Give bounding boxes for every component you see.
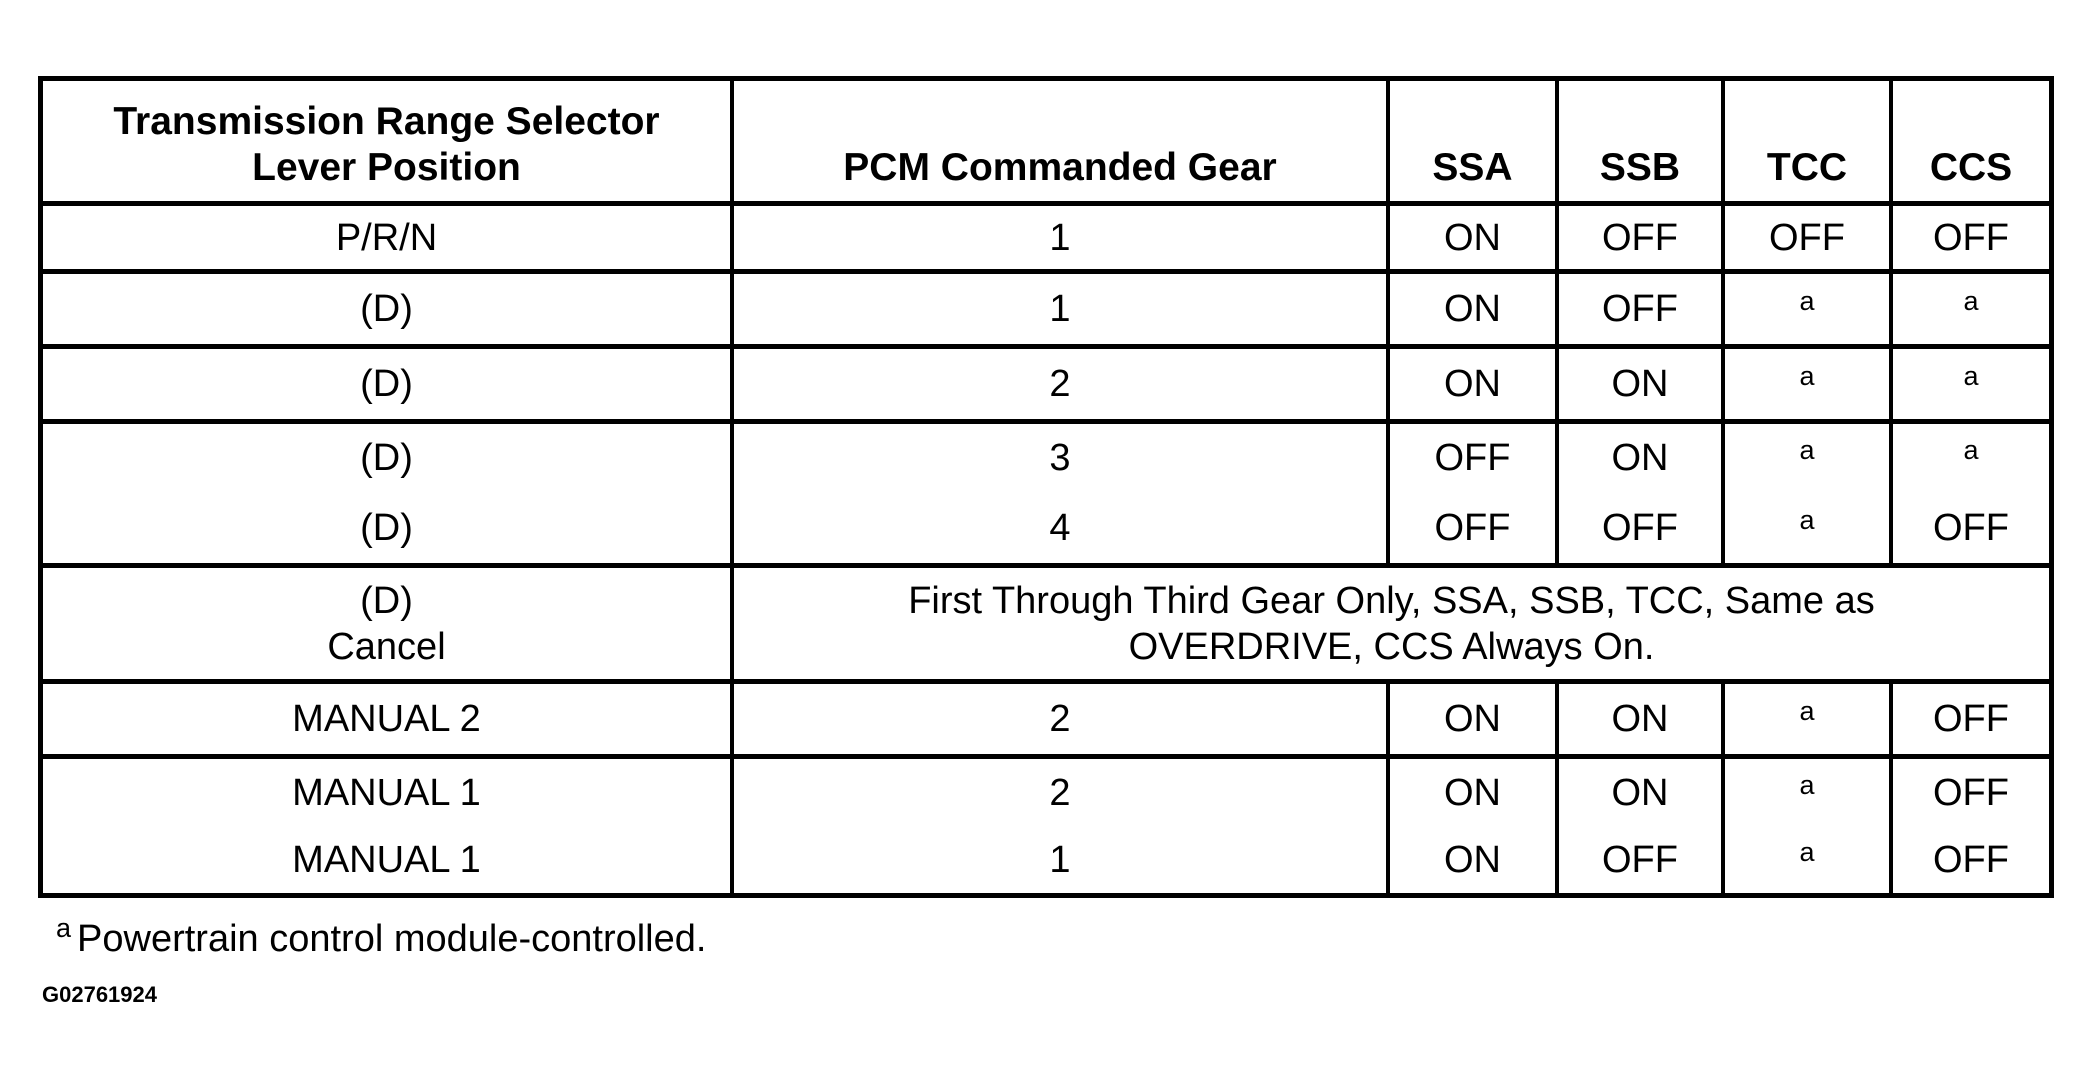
row-d4-ssb: OFF	[1602, 506, 1678, 549]
row-d3-gear: 3	[1049, 437, 1071, 479]
row-m2-ssa: ON	[1444, 698, 1501, 740]
row-m1a-ccs: OFF	[1933, 772, 2009, 814]
row-dcancel-lever: (D) Cancel	[327, 579, 446, 668]
row-prn-tcc: OFF	[1769, 216, 1845, 259]
row-d3-ssa: OFF	[1434, 437, 1511, 479]
row-m1a-lever: MANUAL 1	[292, 772, 481, 814]
row-d1-gear: 1	[1049, 288, 1071, 330]
row-m2-ssb: ON	[1611, 698, 1669, 740]
row-d1-tcc: a	[1799, 286, 1815, 316]
row-d1-lever: (D)	[360, 288, 413, 330]
row-d3-tcc: a	[1799, 435, 1815, 465]
row-d3-ccs: a	[1963, 435, 1979, 465]
footnote-text: Powertrain control module-controlled.	[77, 918, 707, 960]
header-ssa: SSA	[1432, 146, 1513, 189]
row-m2-tcc: a	[1799, 696, 1815, 726]
row-m2-tcc-cell	[1725, 684, 1889, 754]
row-d4-tcc-cell	[1725, 492, 1889, 563]
row-d2-ccs: a	[1963, 361, 1979, 391]
row-m1b-tcc: a	[1799, 837, 1815, 867]
row-d2-tcc: a	[1799, 361, 1815, 391]
footnote	[56, 913, 707, 965]
row-d2-lever: (D)	[360, 363, 413, 405]
row-d3-tcc-cell	[1725, 424, 1889, 492]
footnote-mark: a	[56, 913, 72, 943]
header-pcm-gear: PCM Commanded Gear	[843, 146, 1277, 189]
row-d3-ssb: ON	[1611, 437, 1669, 479]
row-d1-ccs: a	[1963, 286, 1979, 316]
row-d2-ssa: ON	[1444, 363, 1501, 405]
row-d1-ssb: OFF	[1602, 288, 1678, 330]
row-d1-ccs-cell	[1893, 274, 2049, 344]
row-d4-ssa: OFF	[1434, 506, 1511, 549]
row-m1b-gear: 1	[1049, 839, 1071, 881]
header-ssb: SSB	[1599, 146, 1681, 189]
row-d4-ccs: OFF	[1933, 506, 2009, 549]
row-m1a-tcc: a	[1799, 770, 1815, 800]
gear-table	[38, 76, 2054, 898]
row-m1a-tcc-cell	[1725, 759, 1889, 827]
row-prn-ssb: OFF	[1602, 216, 1678, 259]
row-prn-ssa: ON	[1444, 216, 1501, 259]
header-ccs: CCS	[1929, 146, 2013, 189]
row-prn-ccs: OFF	[1933, 216, 2009, 259]
row-prn-lever: P/R/N	[335, 216, 438, 259]
row-m1a-gear: 2	[1049, 772, 1071, 814]
row-m1b-ssa: ON	[1444, 839, 1501, 881]
row-d4-lever: (D)	[360, 506, 413, 549]
row-m1b-ccs: OFF	[1933, 839, 2009, 881]
row-m1b-lever: MANUAL 1	[292, 839, 481, 881]
row-d3-ccs-cell	[1893, 424, 2049, 492]
row-d2-ccs-cell	[1893, 349, 2049, 419]
figure-id: G02761924	[42, 982, 157, 1007]
row-d2-ssb: ON	[1611, 363, 1669, 405]
row-m2-lever: MANUAL 2	[292, 698, 481, 740]
row-d4-tcc: a	[1799, 504, 1815, 535]
row-d4-gear: 4	[1049, 506, 1071, 549]
row-m2-gear: 2	[1049, 698, 1071, 740]
row-m1b-tcc-cell	[1725, 827, 1889, 893]
row-d1-ssa: ON	[1444, 288, 1501, 330]
row-d3-lever: (D)	[360, 437, 413, 479]
header-tcc: TCC	[1766, 146, 1848, 189]
row-dcancel-span: First Through Third Gear Only, SSA, SSB, TCC, Same as OVERDRIVE, CCS Always On.	[908, 579, 1875, 668]
row-d2-gear: 2	[1049, 363, 1071, 405]
row-prn-gear: 1	[1049, 216, 1071, 259]
row-d2-tcc-cell	[1725, 349, 1889, 419]
row-d1-tcc-cell	[1725, 274, 1889, 344]
row-m2-ccs: OFF	[1933, 698, 2009, 740]
row-m1a-ssb: ON	[1611, 772, 1669, 814]
row-m1a-ssa: ON	[1444, 772, 1501, 814]
header-lever-position: Transmission Range Selector Lever Position	[113, 100, 660, 189]
row-m1b-ssb: OFF	[1602, 839, 1678, 881]
